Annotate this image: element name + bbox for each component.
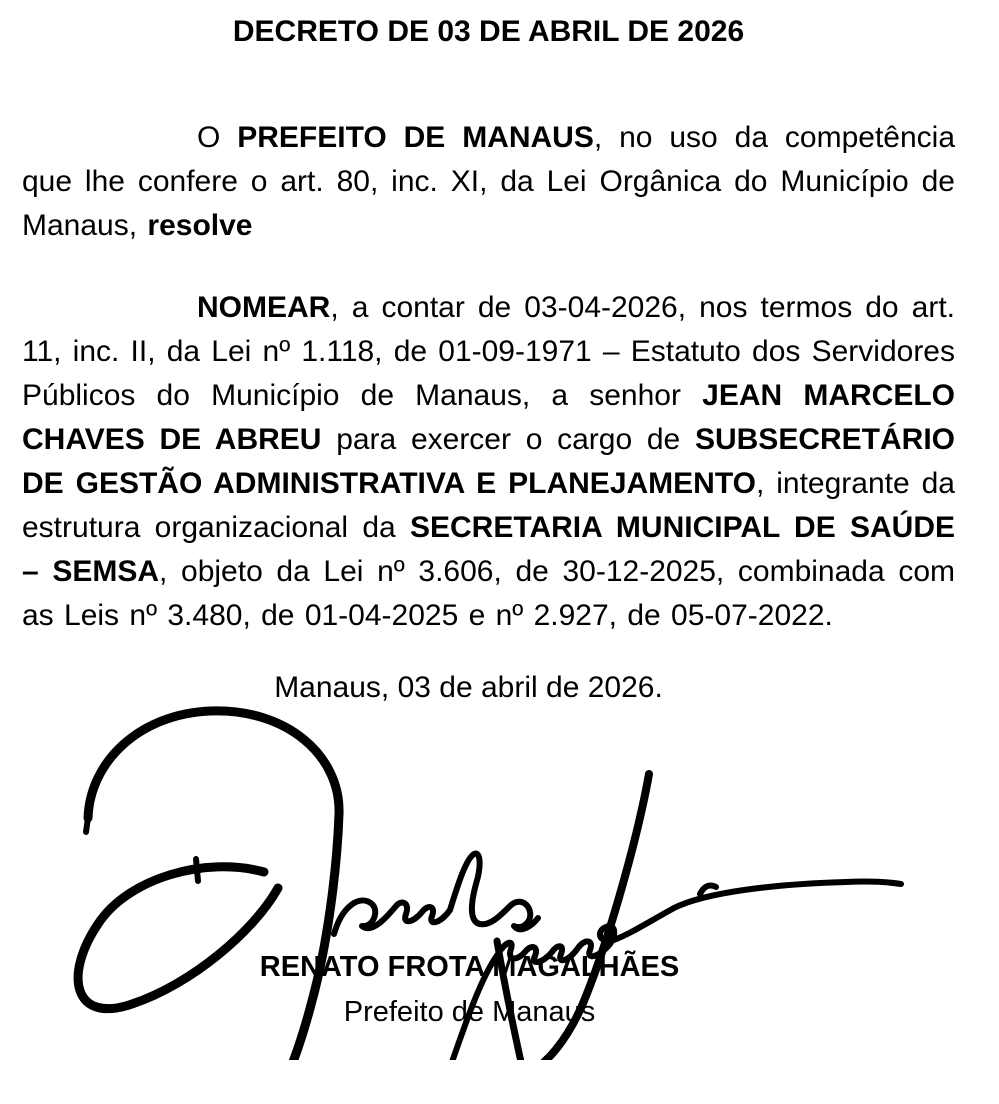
decree-date-line: Manaus, 03 de abril de 2026. [274,671,663,704]
signatory-role: Prefeito de Manaus [343,996,596,1028]
signature-section [22,710,955,1060]
decree-nomination-paragraph: NOMEAR, a contar de 03-04-2026, nos termos do art. 11, inc. II, da Lei nº 1.118, de 01-09-1971 – Estatuto dos Servidores Públicos do Município de Manaus, a senhor JEAN MARCELO CHAVES DE ABREU para exercer o cargo de SUBSECRETÁRIO DE GESTÃO ADMINISTRATIVA E PLANEJAMENTO, integrante da estrutura organizacional da SECRETARIA MUNICIPAL DE SAÚDE – SEMSA, objeto da Lei nº 3.606, de 30-12-2025, combinada com as Leis nº 3.480, de 01-04-2025 e nº 2.927, de 05-07-2022. [22,291,955,632]
decree-preamble-paragraph: O PREFEITO DE MANAUS, no uso da competência que lhe confere o art. 80, inc. XI, da Lei Orgânica do Município de Manaus, resolve [22,121,955,242]
decree-title: DECRETO DE 03 DE ABRIL DE 2026 [232,15,745,48]
signatory-name: RENATO FROTA MAGALHÃES [259,951,680,983]
